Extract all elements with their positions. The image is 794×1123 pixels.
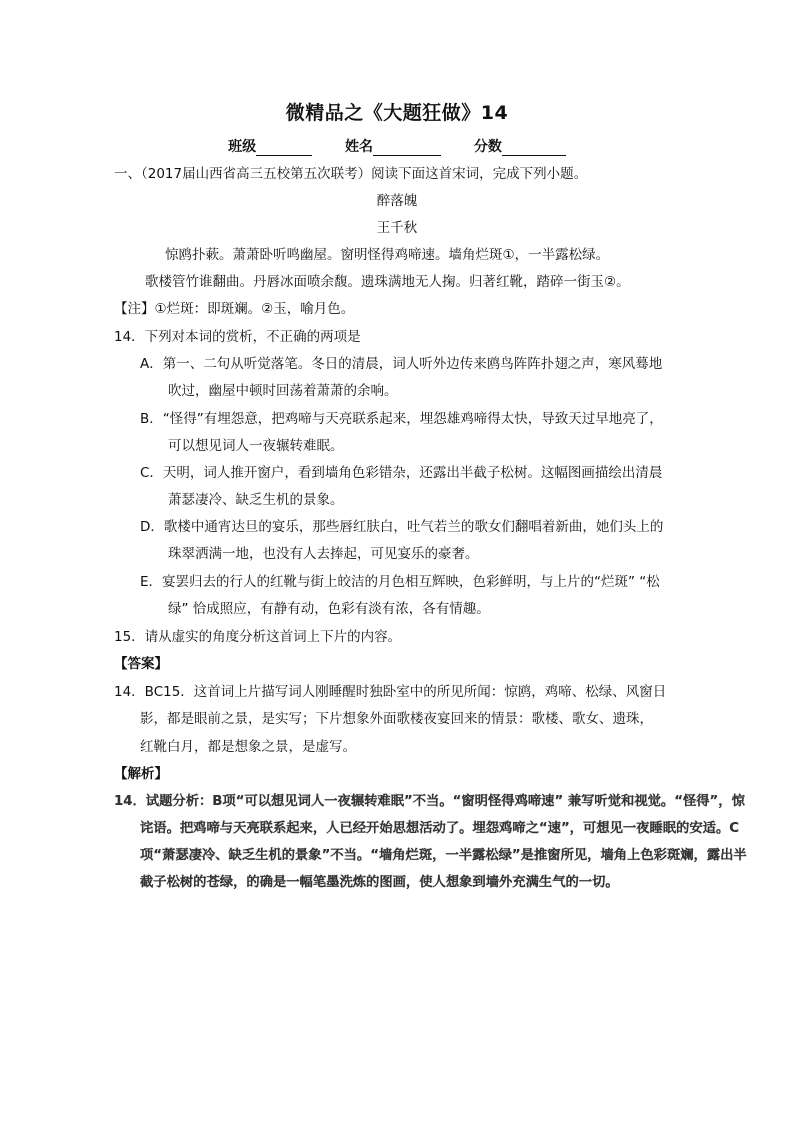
class-blank[interactable] (256, 141, 312, 156)
score-label: 分数 (473, 139, 502, 155)
answer-line-1: 14．BC15．这首词上片描写词人刚睡醒时独卧室中的所见所闻：惊鸥，鸡啼、松绿、风窗日 (114, 684, 667, 700)
poem-line-2: 歌楼管竹谁翻曲。丹唇冰面喷余馥。遗珠满地无人掬。归著红靴，踏碎一街玉②。 (145, 274, 630, 290)
option-a-line-1: A．第一、二句从听觉落笔。冬日的清晨，词人听外边传来鸥鸟阵阵扑翅之声，寒风蓦地 (140, 356, 663, 372)
name-label: 姓名 (345, 139, 373, 155)
name-blank[interactable] (373, 141, 441, 156)
answer-line-2: 影，都是眼前之景，是实写；下片想象外面歌楼夜宴回来的情景：歌楼、歌女、遗珠， (140, 711, 653, 727)
score-field (474, 136, 566, 156)
analysis-line-2: 诧语。把鸡啼与天亮联系起来，人已经开始思想活动了。埋怨鸡啼之“速”，可想见一夜睡眠的安适。C (140, 821, 740, 836)
question-15-stem: 15．请从虚实的角度分析这首词上下片的内容。 (114, 629, 402, 645)
page-title: 微精品之《大题狂做》14 (285, 102, 509, 124)
analysis-line-1: 14．试题分析：B项“可以想见词人一夜辗转难眠”不当。“窗明怪得鸡啼速” 兼写听觉和视觉。“怪得”，惊 (114, 794, 745, 809)
poem-author: 王千秋 (376, 220, 418, 236)
class-label: 班级 (228, 139, 257, 155)
analysis-line-4: 截子松树的苍绿，的确是一幅笔墨洗炼的图画，使人想象到墙外充满生气的一切。 (140, 875, 619, 890)
question-14-stem: 14．下列对本词的赏析，不正确的两项是 (114, 329, 361, 345)
option-e-line-2: 绿” 恰成照应，有静有动，色彩有淡有浓，各有情趣。 (168, 601, 490, 617)
score-blank[interactable] (502, 141, 566, 156)
poem-title: 醉落魄 (376, 193, 418, 209)
answer-label: 【答案】 (114, 656, 168, 672)
analysis-label: 【解析】 (114, 766, 168, 782)
name-field (345, 136, 441, 156)
poem-line-1: 惊鸥扑蔌。萧萧卧听鸣幽屋。窗明怪得鸡啼速。墙角烂斑①，一半露松绿。 (165, 247, 610, 263)
poem-note: 【注】①烂斑：即斑斓。②玉，喻月色。 (114, 301, 355, 317)
option-b-line-2: 可以想见词人一夜辗转难眠。 (168, 438, 344, 454)
option-e-line-1: E．宴罢归去的行人的红靴与街上皎洁的月色相互辉映，色彩鲜明，与上片的“烂斑” “松 (140, 574, 660, 590)
option-c-line-1: C．天明，词人推开窗户，看到墙角色彩错杂，还露出半截子松树。这幅图画描绘出清晨 (140, 465, 663, 481)
option-a-line-2: 吹过，幽屋中顿时回荡着萧萧的余响。 (168, 383, 398, 399)
option-d-line-1: D．歌楼中通宵达旦的宴乐，那些唇红肤白，吐气若兰的歌女们翻唱着新曲，她们头上的 (140, 519, 664, 535)
option-b-line-1: B．“怪得”有埋怨意，把鸡啼与天亮联系起来，埋怨雄鸡啼得太快，导致天过早地亮了， (140, 411, 663, 427)
answer-line-3: 红靴白月，都是想象之景，是虚写。 (140, 739, 356, 755)
option-c-line-2: 萧瑟凄冷、缺乏生机的景象。 (168, 492, 344, 508)
analysis-line-3: 项“萧瑟凄冷、缺乏生机的景象”不当。“墙角烂斑，一半露松绿”是推窗所见，墙角上色彩斑斓，露出半 (140, 848, 747, 863)
option-d-line-2: 珠翠洒满一地，也没有人去捧起，可见宴乐的豪奢。 (168, 546, 479, 562)
question-intro: 一、（2017届山西省高三五校第五次联考）阅读下面这首宋词，完成下列小题。 (114, 166, 588, 182)
class-field (228, 136, 312, 156)
student-info-row (0, 136, 794, 156)
